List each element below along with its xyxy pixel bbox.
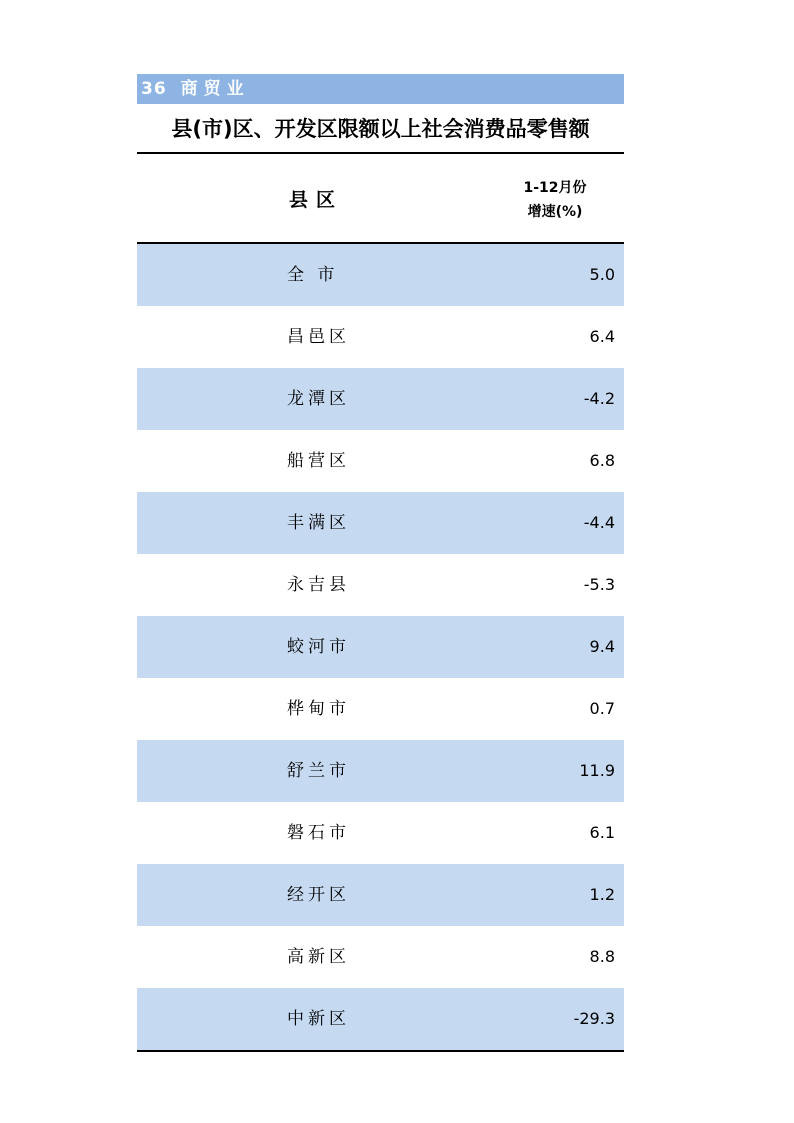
growth-value: 5.0 bbox=[589, 265, 615, 284]
growth-value: 8.8 bbox=[589, 947, 615, 966]
growth-value: 6.8 bbox=[589, 451, 615, 470]
table-row bbox=[137, 678, 624, 740]
column-header-district: 县区 bbox=[289, 189, 344, 211]
table-row bbox=[137, 926, 624, 988]
district-name: 桦甸市 bbox=[287, 699, 350, 719]
section-name: 商贸业 bbox=[180, 79, 250, 99]
statistics-page bbox=[137, 74, 624, 1052]
section-header bbox=[137, 74, 624, 104]
table-row bbox=[137, 864, 624, 926]
growth-value: 0.7 bbox=[589, 699, 615, 718]
growth-value: 11.9 bbox=[579, 761, 615, 780]
table-row bbox=[137, 244, 624, 306]
growth-value: 1.2 bbox=[589, 885, 615, 904]
district-name: 经开区 bbox=[287, 885, 350, 905]
table-header bbox=[137, 154, 624, 244]
growth-value: -5.3 bbox=[583, 575, 615, 594]
growth-value: -4.4 bbox=[583, 513, 615, 532]
table-row bbox=[137, 616, 624, 678]
table-title: 县(市)区、开发区限额以上社会消费品零售额 bbox=[137, 104, 624, 154]
district-name: 永吉县 bbox=[287, 575, 350, 595]
district-name: 磐石市 bbox=[287, 823, 350, 843]
section-number: 36 bbox=[141, 79, 167, 99]
table-row bbox=[137, 368, 624, 430]
district-name: 全 市 bbox=[287, 265, 339, 285]
table-row bbox=[137, 988, 624, 1050]
district-name: 丰满区 bbox=[287, 513, 350, 533]
table-row bbox=[137, 306, 624, 368]
district-name: 蛟河市 bbox=[287, 637, 350, 657]
district-name: 高新区 bbox=[287, 947, 350, 967]
district-name: 昌邑区 bbox=[287, 327, 350, 347]
table-row bbox=[137, 492, 624, 554]
table-row bbox=[137, 554, 624, 616]
column-header-growth bbox=[510, 176, 600, 224]
district-name: 船营区 bbox=[287, 451, 350, 471]
growth-value: 6.1 bbox=[589, 823, 615, 842]
district-name: 中新区 bbox=[287, 1009, 350, 1029]
table-row bbox=[137, 430, 624, 492]
column-header-unit: 增速(%) bbox=[527, 204, 583, 220]
growth-value: 9.4 bbox=[589, 637, 615, 656]
growth-value: 6.4 bbox=[589, 327, 615, 346]
column-header-period: 1-12月份 bbox=[523, 180, 587, 196]
growth-value: -29.3 bbox=[573, 1009, 615, 1028]
table-body bbox=[137, 244, 624, 1052]
district-name: 龙潭区 bbox=[287, 389, 350, 409]
table-row bbox=[137, 740, 624, 802]
growth-value: -4.2 bbox=[583, 389, 615, 408]
table-row bbox=[137, 802, 624, 864]
district-name: 舒兰市 bbox=[287, 761, 350, 781]
